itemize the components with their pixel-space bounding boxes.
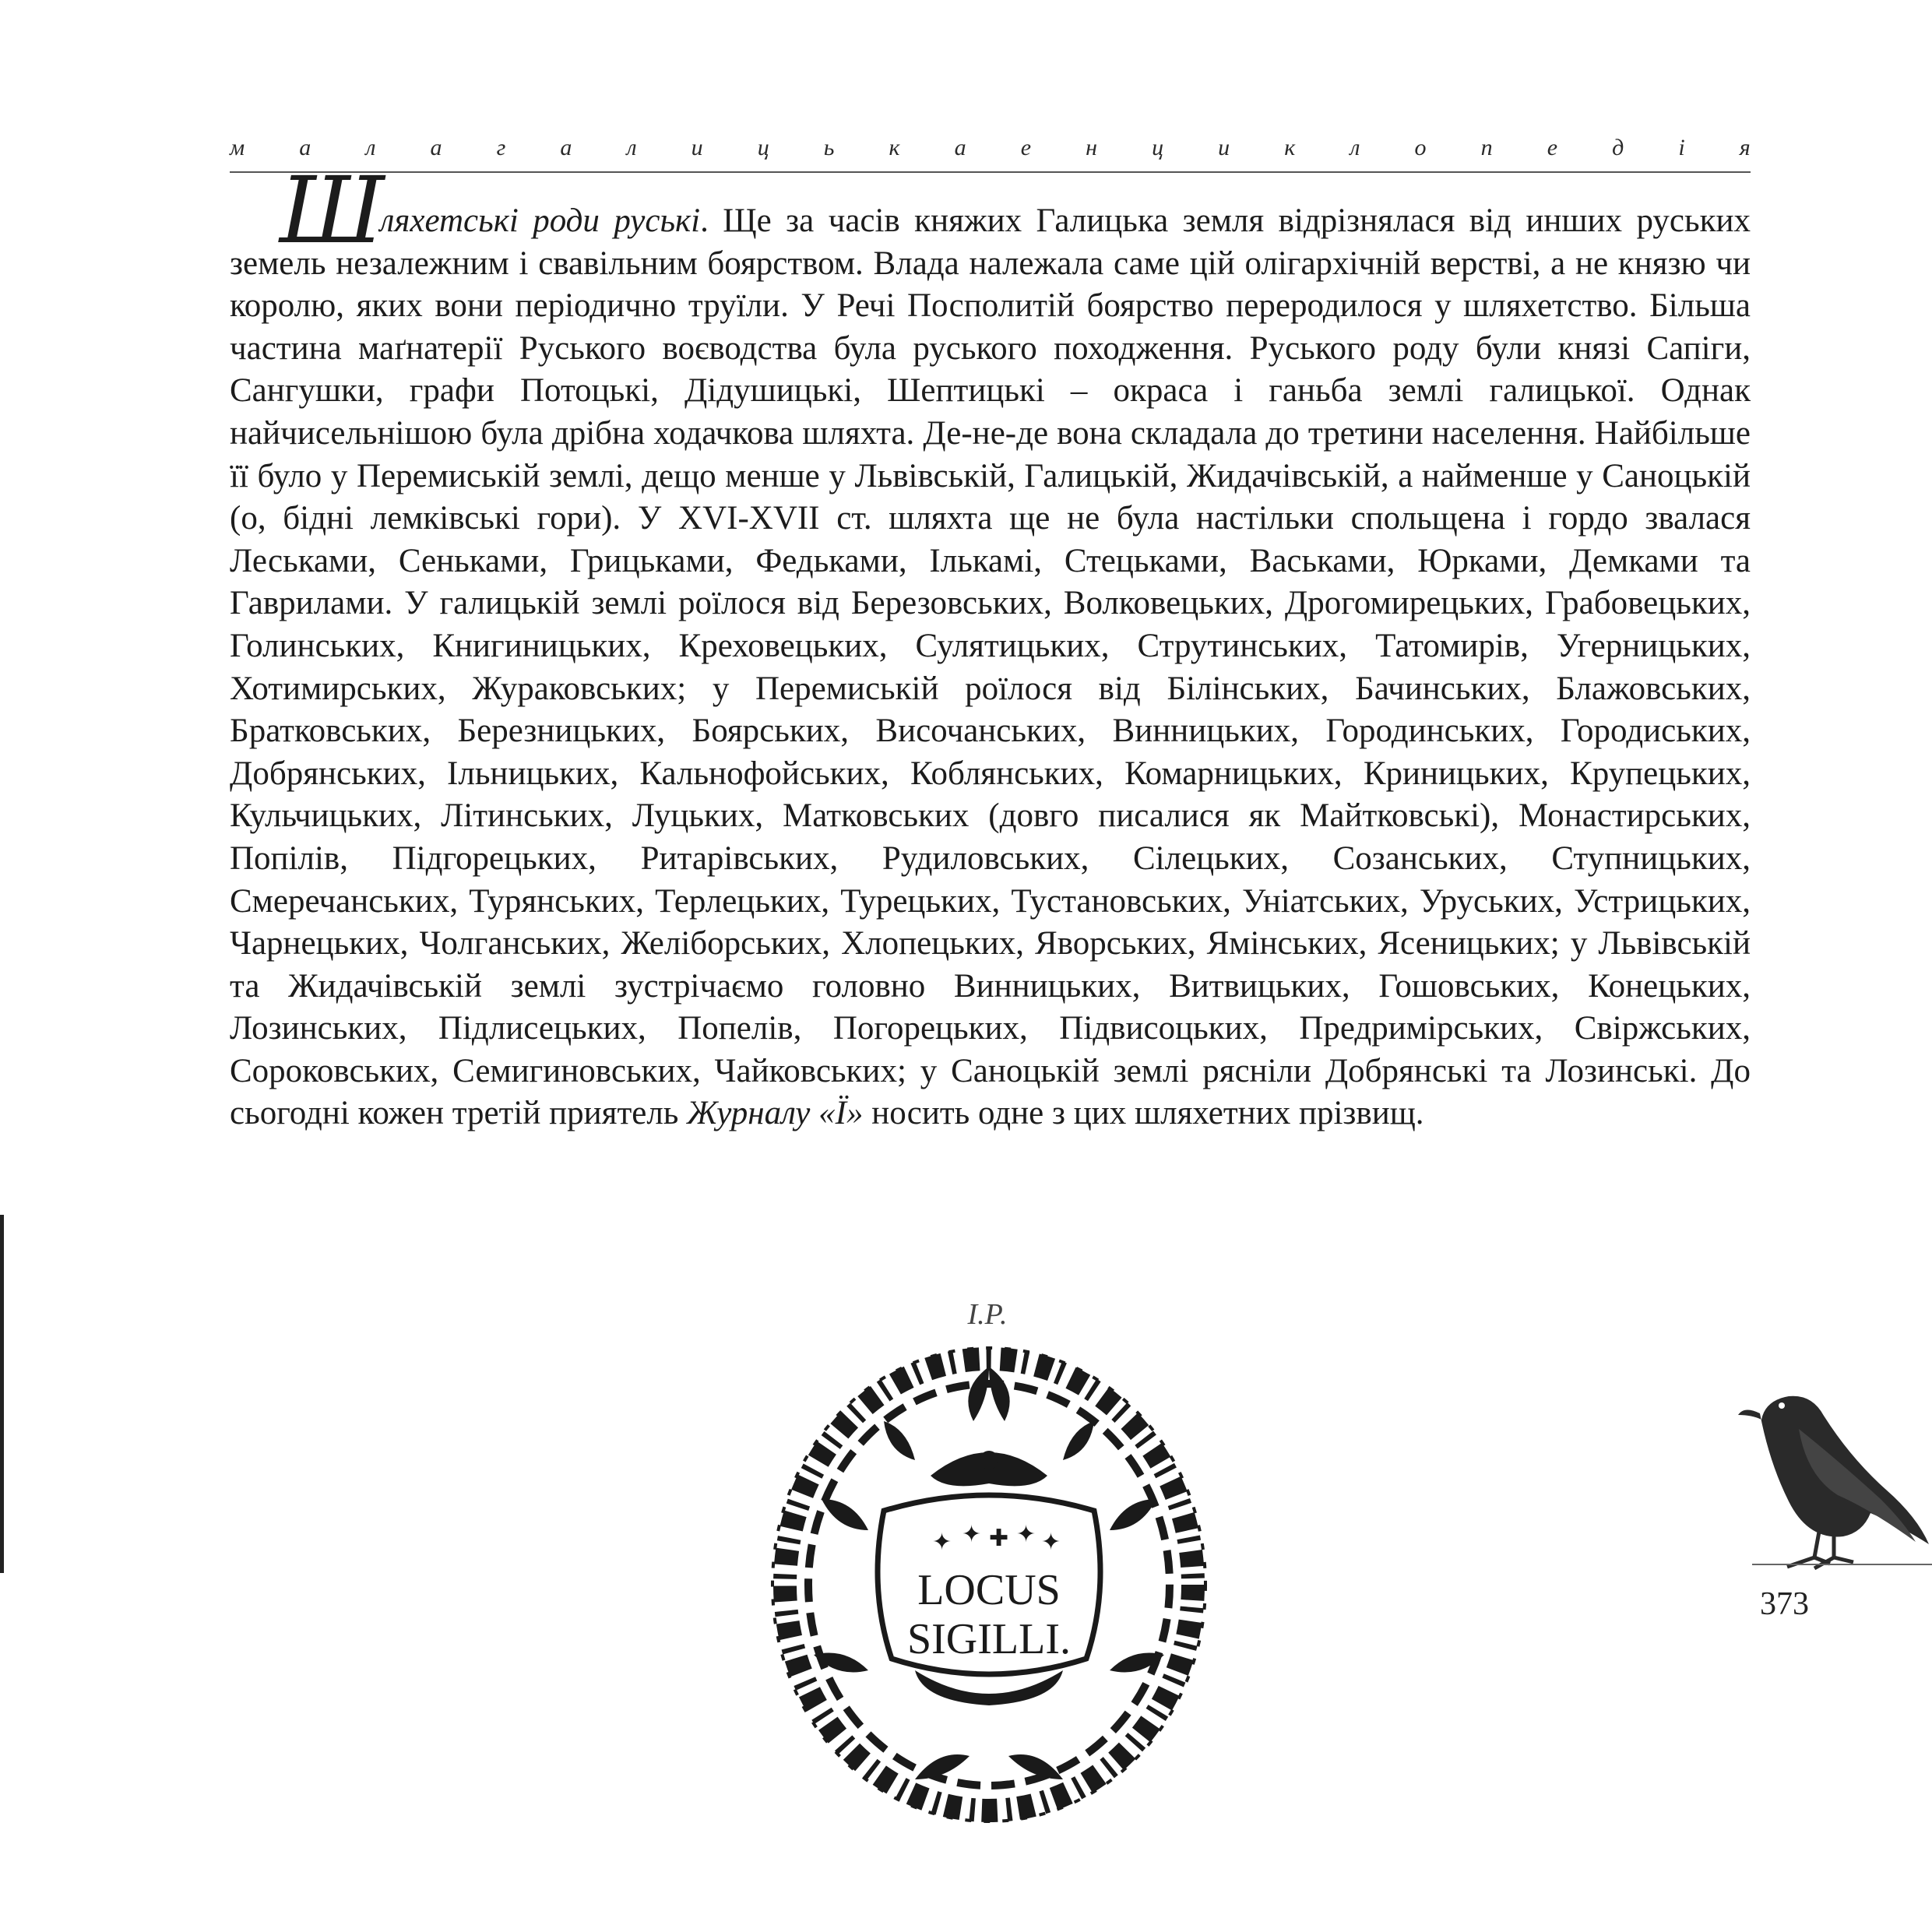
svg-text:✚: ✚ (989, 1525, 1009, 1552)
running-title-char: а (560, 135, 572, 160)
page-number: 373 (1760, 1586, 1809, 1622)
running-title-char: л (626, 135, 637, 160)
author-signature: І.Р. (967, 1298, 1008, 1331)
svg-text:✦: ✦ (1041, 1529, 1061, 1556)
running-title-char: о (1414, 135, 1427, 160)
article-title: ляхетські роди руські (379, 202, 701, 239)
running-title-char: к (1284, 135, 1296, 160)
running-title-char: і (1678, 135, 1685, 160)
running-title-char: п (1480, 135, 1493, 160)
running-title-char: и (691, 135, 703, 160)
running-title-char: к (889, 135, 900, 160)
title-initial: Ш (280, 157, 380, 264)
running-title-char: и (1218, 135, 1230, 160)
running-title-char: н (1086, 135, 1097, 160)
running-title (230, 132, 1751, 164)
page-edge-mark (0, 1215, 4, 1573)
svg-text:✦: ✦ (962, 1521, 982, 1548)
article-body (230, 157, 1751, 1135)
running-header (230, 132, 1751, 164)
crow-eye (1779, 1402, 1785, 1409)
running-title-char: г (496, 135, 506, 160)
locus-sigilli-seal (767, 1343, 1211, 1826)
running-title-char: ц (757, 135, 769, 160)
running-title-char: я (1739, 135, 1751, 160)
running-title-char: л (1350, 135, 1360, 160)
running-title-char: л (365, 135, 376, 160)
seal-text-line1: LOCUS (917, 1566, 1061, 1614)
article-text-end: носить одне з цих шляхетних прізвищ. (863, 1095, 1424, 1132)
running-title-char: е (1020, 135, 1032, 160)
header-rule (230, 171, 1751, 173)
running-title-char: ц (1152, 135, 1164, 160)
seal-text-line2: SIGILLI. (907, 1615, 1071, 1663)
journal-reference: Журналу «Ї» (687, 1095, 864, 1132)
running-title-char: д (1612, 135, 1624, 160)
running-title-char: м (230, 135, 245, 160)
running-title-char: а (954, 135, 966, 160)
seal-crest (931, 1451, 1047, 1486)
crow-illustration (1737, 1359, 1931, 1581)
running-title-char: ь (823, 135, 835, 160)
running-title-char: а (299, 135, 311, 160)
svg-text:✦: ✦ (932, 1529, 952, 1556)
page-number-rule (1752, 1564, 1932, 1565)
running-title-char: е (1547, 135, 1558, 160)
running-title-char: а (430, 135, 442, 160)
svg-text:✦: ✦ (1016, 1521, 1036, 1548)
article-text: . Ще за часів княжих Галицька земля відрізнялася від инших руських земель незалежним і свавільним боярством. Влада належала саме цій олігархічній верстві, а не князю чи королю, яких вони періодично труїли. У Речі Посполитій боярство переродилося у шляхетство. Більша частина маґнатерії Руського воєводства була руського походження. Руського роду були князі Сапіги, Сангушки, графи Потоцькі, Дідушицькі, Шептицькі – окраса і ганьба землі галицької. Однак найчисельнішою була дрібна ходачкова шляхта. Де-не-де вона складала до третини населення. Найбільше її було у Перемиській землі, дещо менше у Львівській, Галицькій, Жидачівській, а найменше у Саноцькій (о, бідні лемківські гори). У XVI-XVII ст. шляхта ще не була настільки спольщена і гордо звалася Леськами, Сеньками, Грицьками, Федьками, Ількамі, Стецьками, Васьками, Юрками, Демками та Гаврилами. У галицькій землі роїлося від Березовських, Волковецьких, Дрогомирецьких, Грабовецьких, Голинських, Книгиницьких, Креховецьких, Сулятицьких, Струтинських, Татомирів, Угерницьких, Хотимирських, Жураковських; у Перемиській роїлося від Білінських, Бачинських, Блажовських, Братковських, Березницьких, Боярських, Височанських, Винницьких, Городинських, Городиських, Добрянських, Ільницьких, Кальнофойських, Коблянських, Комарницьких, Криницьких, Крупецьких, Кульчицьких, Літинських, Луцьких, Матковських (довго писалися як Майтковські), Монастирських, Попілів, Підгорецьких, Ритарівських, Рудиловських, Сілецьких, Созанських, Ступницьких, Смеречанських, Турянських, Терлецьких, Турецьких, Тустановських, Уніатських, Уруських, Устрицьких, Чарнецьких, Чолганських, Желіборських, Хлопецьких, Яворських, Ямінських, Ясеницьких; у Львівській та Жидачівській землі зустрічаємо головно Винницьких, Витвицьких, Гошовських, Конецьких, Лозинських, Підлисецьких, Попелів, Погорецьких, Підвисоцьких, Предримірських, Свіржських, Сороковських, Семигиновських, Чайковських; у Саноцькій землі рясніли Добрянські та Лозинські. До сьогодні кожен третій приятель (230, 202, 1751, 1132)
